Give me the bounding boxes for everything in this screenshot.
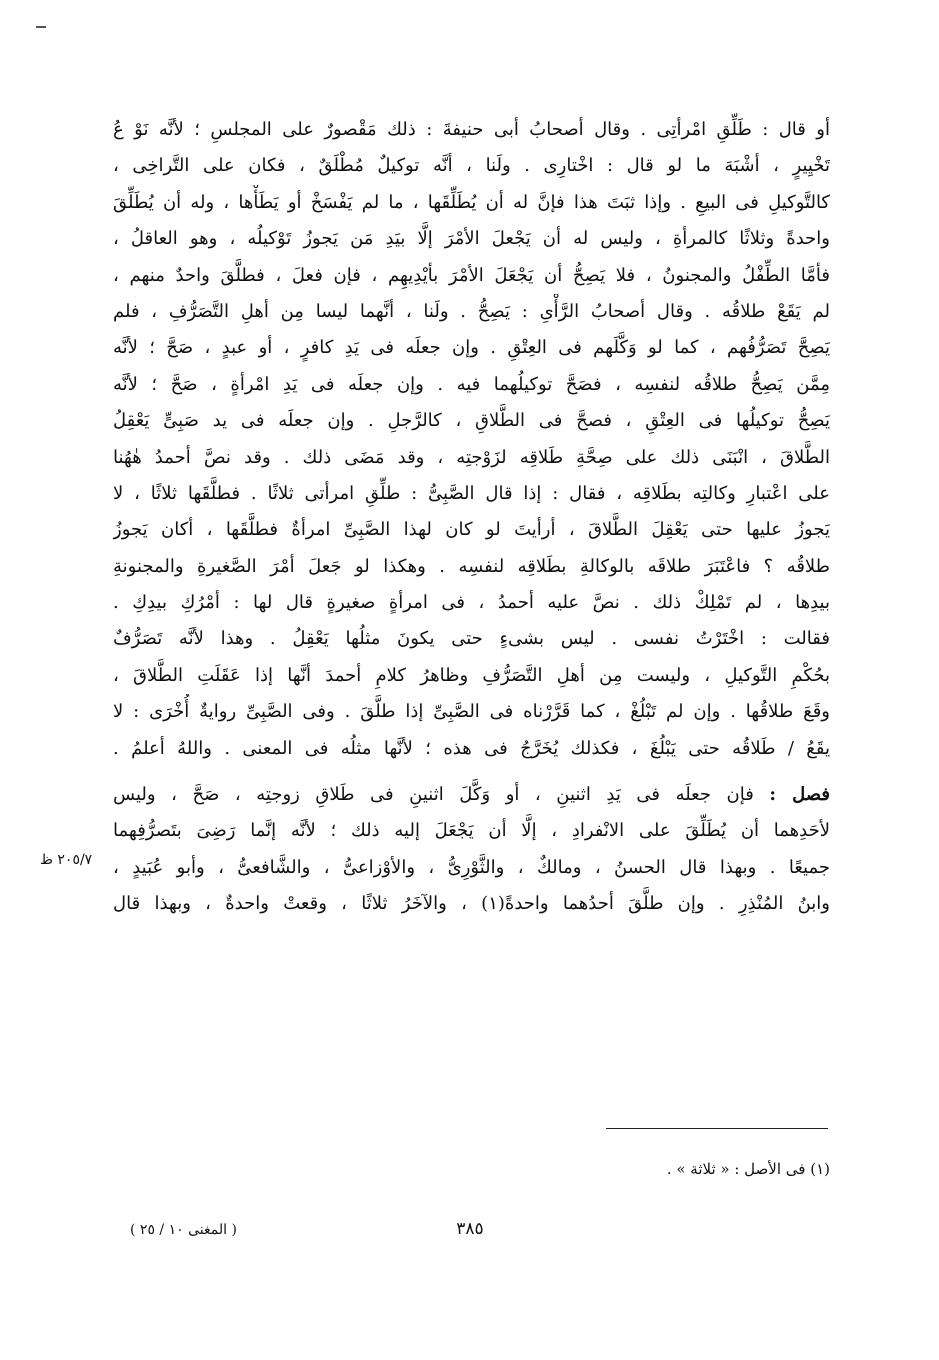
text-line: طلاقُه ؟ فاعْتَبَرَ طلاقَه بالوكالةِ بطَلاقِه لنفسِه . وهكذا لو جَعلَ أمْرَ الصَّغيرةِ والمجنونةِ [113, 555, 830, 577]
text-line: بحُكْمِ التَّوكيلِ ، وليست مِن أهلِ التَّصَرُّفِ وظاهرُ كلامِ أحمدَ أنَّها إذا عَقَلَتِ الطَّلاقَ ، [113, 664, 830, 686]
text-line: يقَعُ / طَلاقُه حتى يَبْلُغَ ، فكذلك يُخَرَّجُ فى هذه ؛ لأنَّها مثلُه فى المعنى . واللهُ أعلمُ . [113, 737, 830, 759]
text-line: فإن جعلَه فى يَدِ اثنينِ ، أو وَكَّلَ اثنينِ فى طَلاقِ زوجتِه ، صَحَّ ، وليس [113, 784, 754, 806]
margin-reference: ٢٠٥/٧ ظ [40, 852, 93, 868]
text-line: يَجوزُ عليها حتى يَعْقِلَ الطَّلاقَ ، أرأيتَ لو كان لهذا الصَّبِىِّ امرأةٌ فطلَّقَها ، أكان يَجوزُ [113, 519, 830, 541]
text-line: وقَعَ طلاقُها . وإن لم تَبْلُغْ ، كما قَرَّرْناه فى الصَّبِىِّ إذا طلَّقَ . وفى الصَّبِىِّ روايةٌ أُخْرَى : لا [113, 701, 830, 723]
text-line: بيدِها ، لم تَمْلِكْ ذلك . نصَّ عليه أحمدُ ، فى امرأةٍ صغيرةٍ قال لها : أمْرُكِ بيدِكِ . [113, 592, 830, 614]
page-number: ٣٨٥ [456, 1219, 484, 1239]
text-line: كالتَّوكيلِ فى البيعِ . وإذا ثبَتَ هذا فإنَّ له أن يُطَلِّقَها ، ما لم يَفْسَخْ أو يَطَأْها ، وله أن يُطَلِّقَ [113, 191, 830, 213]
fasl-heading: فصل : [769, 784, 830, 806]
main-text-block [113, 112, 830, 923]
text-line: فأمَّا الطِّفْلُ والمجنونُ ، فلا يَصِحُّ أن يَجْعَلَ الأمْرَ بأيْدِيهِم ، فإن فعلَ ، فطلَّقَ واحدٌ منهم ، [113, 264, 830, 286]
text-line: أو قال : طَلِّقِ امْرأتِى . وقال أصحابُ أبى حنيفةَ : ذلك مَقْصورٌ على المجلسِ ؛ لأنَّه نَوْ عُ [113, 119, 830, 140]
text-line: واحدةً وثلاثًا كالمرأةِ ، وليس له أن يَجْعلَ الأمْرَ إلَّا بيَدِ مَن يَجوزُ تَوْكيلُه ، وهو العاقلُ ، [113, 228, 830, 250]
volume-signature: ( المغنى ١٠ / ٢٥ ) [130, 1222, 237, 1238]
footnote: (١) فى الأصل : « ثلاثة » . [666, 1160, 830, 1178]
text-line: فقالت : اخْتَرْتُ نفسى . ليس بشىءٍ حتى يكونَ مثلُها يَعْقِلُ . وهذا لأنَّه تَصَرُّفٌ [113, 628, 830, 650]
fasl-first-line [113, 777, 830, 813]
text-line: يَصِحَّ تَصَرُّفُهم ، كما لو وَكَّلَهم فى العِتْقِ . وإن جعلَه فى يَدِ كافرٍ ، أو عبدٍ ، صَحَّ ؛ لأنَّه [113, 337, 830, 359]
text-line: الطَّلاقَ ، انْبَنَى ذلك على صِحَّةِ طَلاقِه لزَوْجتِه ، وقد مَضَى ذلك . وقد نصَّ أحمدُ هٰهُنا [113, 446, 830, 468]
text-line: لم يَقَعْ طلاقُه . وقال أصحابُ الرَّأْىِ : يَصِحُّ . ولَنا ، أنَّهما ليسا مِن أهلِ التَّصَرُّفِ ، فلم [113, 300, 830, 322]
text-line: تَخْيِيرٍ ، أشْبَهَ ما لو قال : اخْتارِى . ولَنا ، أنَّه توكيلٌ مُطْلَقٌ ، فكان على التَّراخِى ، [113, 155, 830, 177]
text-line: جميعًا . وبهذا قال الحسنُ ، ومالكٌ ، والثَّوْرِىُّ ، والأوْزاعىُّ ، والشَّافعىُّ ، وأبو عُبَيدٍ ، [113, 856, 830, 878]
page-corner-mark [36, 26, 46, 28]
text-line: مِمَّن يَصِحُّ طلاقُه لنفسِه ، فصَحَّ توكيلُهما فيه . وإن جعلَه فى يَدِ امْرأةٍ ، صَحَّ ؛ لأنَّه [113, 373, 830, 395]
text-line: لأحَدِهما أن يُطَلِّقَ على الانْفرادِ ، إلَّا أن يَجْعَلَ إليه ذلك ؛ لأنَّه إنَّما رَضِىَ بتَصرُّفِهما [113, 820, 830, 842]
text-line: يَصِحُّ توكيلُها فى العِتْقِ ، فصحَّ فى الطَّلاقِ ، كالرَّجلِ . وإن جعلَه فى يد صَبِىٍّ يَعْقِلُ [113, 410, 830, 432]
text-line: وابنُ المُنْذِرِ . وإن طلَّقَ أحدُهما واحدةً(١) ، والآخَرُ ثلاثًا ، وقعتْ واحدةٌ ، وبهذا قال [113, 893, 830, 915]
fasl-section [113, 777, 830, 923]
footnote-divider [606, 1128, 828, 1129]
text-line: على اعْتبارِ وكالتِه بطَلاقِه ، فقال : إذا قال الصَّبِىُّ : طلِّقِ امرأتى ثلاثًا . فطلَّقَها ثلاثًا ، لا [113, 482, 830, 504]
